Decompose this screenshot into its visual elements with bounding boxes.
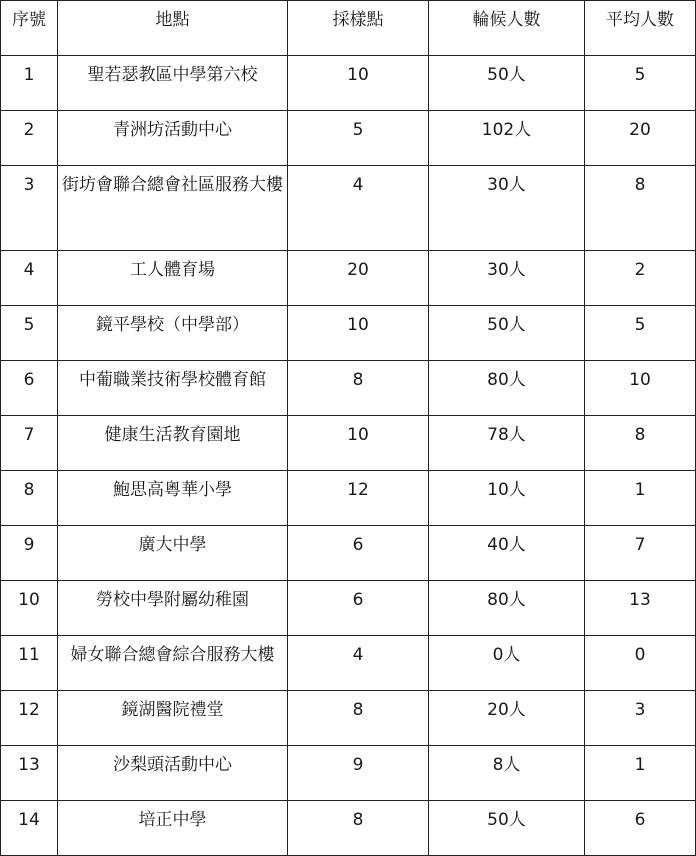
table-row — [1, 111, 696, 166]
cell-number: 5 — [1, 306, 58, 361]
header-queue: 輪候人數 — [429, 1, 585, 56]
table-row — [1, 361, 696, 416]
cell-queue: 10人 — [429, 471, 585, 526]
cell-average: 20 — [585, 111, 696, 166]
cell-average: 5 — [585, 306, 696, 361]
cell-queue: 80人 — [429, 581, 585, 636]
cell-location: 鮑思高粵華小學 — [58, 471, 288, 526]
cell-location: 聖若瑟教區中學第六校 — [58, 56, 288, 111]
table-row — [1, 581, 696, 636]
header-points: 採樣點 — [288, 1, 429, 56]
cell-queue: 8人 — [429, 746, 585, 801]
cell-queue: 50人 — [429, 306, 585, 361]
cell-location: 街坊會聯合總會社區服務大樓 — [58, 166, 288, 251]
cell-points: 10 — [288, 56, 429, 111]
cell-location: 婦女聯合總會綜合服務大樓 — [58, 636, 288, 691]
cell-number: 10 — [1, 581, 58, 636]
cell-number: 2 — [1, 111, 58, 166]
cell-queue: 50人 — [429, 56, 585, 111]
cell-points: 12 — [288, 471, 429, 526]
cell-queue: 30人 — [429, 251, 585, 306]
cell-queue: 78人 — [429, 416, 585, 471]
cell-points: 20 — [288, 251, 429, 306]
cell-number: 8 — [1, 471, 58, 526]
cell-number: 4 — [1, 251, 58, 306]
cell-location: 中葡職業技術學校體育館 — [58, 361, 288, 416]
cell-location: 沙梨頭活動中心 — [58, 746, 288, 801]
cell-average: 13 — [585, 581, 696, 636]
table-row — [1, 636, 696, 691]
cell-points: 9 — [288, 746, 429, 801]
table-row — [1, 526, 696, 581]
cell-average: 3 — [585, 691, 696, 746]
cell-points: 8 — [288, 801, 429, 856]
cell-number: 13 — [1, 746, 58, 801]
cell-location: 鏡湖醫院禮堂 — [58, 691, 288, 746]
cell-average: 2 — [585, 251, 696, 306]
cell-average: 5 — [585, 56, 696, 111]
cell-location: 健康生活教育園地 — [58, 416, 288, 471]
cell-queue: 102人 — [429, 111, 585, 166]
cell-average: 8 — [585, 166, 696, 251]
cell-queue: 80人 — [429, 361, 585, 416]
cell-points: 5 — [288, 111, 429, 166]
cell-number: 9 — [1, 526, 58, 581]
table-row — [1, 691, 696, 746]
cell-number: 12 — [1, 691, 58, 746]
cell-average: 1 — [585, 746, 696, 801]
table-row — [1, 56, 696, 111]
header-row — [1, 1, 696, 56]
table-row — [1, 306, 696, 361]
cell-average: 6 — [585, 801, 696, 856]
cell-queue: 20人 — [429, 691, 585, 746]
cell-points: 10 — [288, 306, 429, 361]
cell-number: 3 — [1, 166, 58, 251]
cell-queue: 50人 — [429, 801, 585, 856]
header-location: 地點 — [58, 1, 288, 56]
table-row — [1, 746, 696, 801]
cell-points: 8 — [288, 691, 429, 746]
cell-number: 6 — [1, 361, 58, 416]
cell-location: 勞校中學附屬幼稚園 — [58, 581, 288, 636]
table-row — [1, 166, 696, 251]
cell-location: 廣大中學 — [58, 526, 288, 581]
cell-location: 鏡平學校（中學部） — [58, 306, 288, 361]
cell-number: 7 — [1, 416, 58, 471]
cell-number: 1 — [1, 56, 58, 111]
cell-location: 培正中學 — [58, 801, 288, 856]
cell-number: 14 — [1, 801, 58, 856]
cell-queue: 30人 — [429, 166, 585, 251]
cell-location: 青洲坊活動中心 — [58, 111, 288, 166]
cell-points: 10 — [288, 416, 429, 471]
cell-points: 4 — [288, 636, 429, 691]
cell-average: 7 — [585, 526, 696, 581]
cell-points: 6 — [288, 526, 429, 581]
cell-average: 8 — [585, 416, 696, 471]
cell-location: 工人體育場 — [58, 251, 288, 306]
cell-queue: 40人 — [429, 526, 585, 581]
header-number: 序號 — [1, 1, 58, 56]
table-row — [1, 471, 696, 526]
cell-average: 0 — [585, 636, 696, 691]
table-row — [1, 416, 696, 471]
cell-number: 11 — [1, 636, 58, 691]
cell-queue: 0人 — [429, 636, 585, 691]
table-row — [1, 251, 696, 306]
header-average: 平均人數 — [585, 1, 696, 56]
cell-points: 4 — [288, 166, 429, 251]
cell-average: 1 — [585, 471, 696, 526]
cell-points: 8 — [288, 361, 429, 416]
cell-average: 10 — [585, 361, 696, 416]
cell-points: 6 — [288, 581, 429, 636]
table-row — [1, 801, 696, 856]
